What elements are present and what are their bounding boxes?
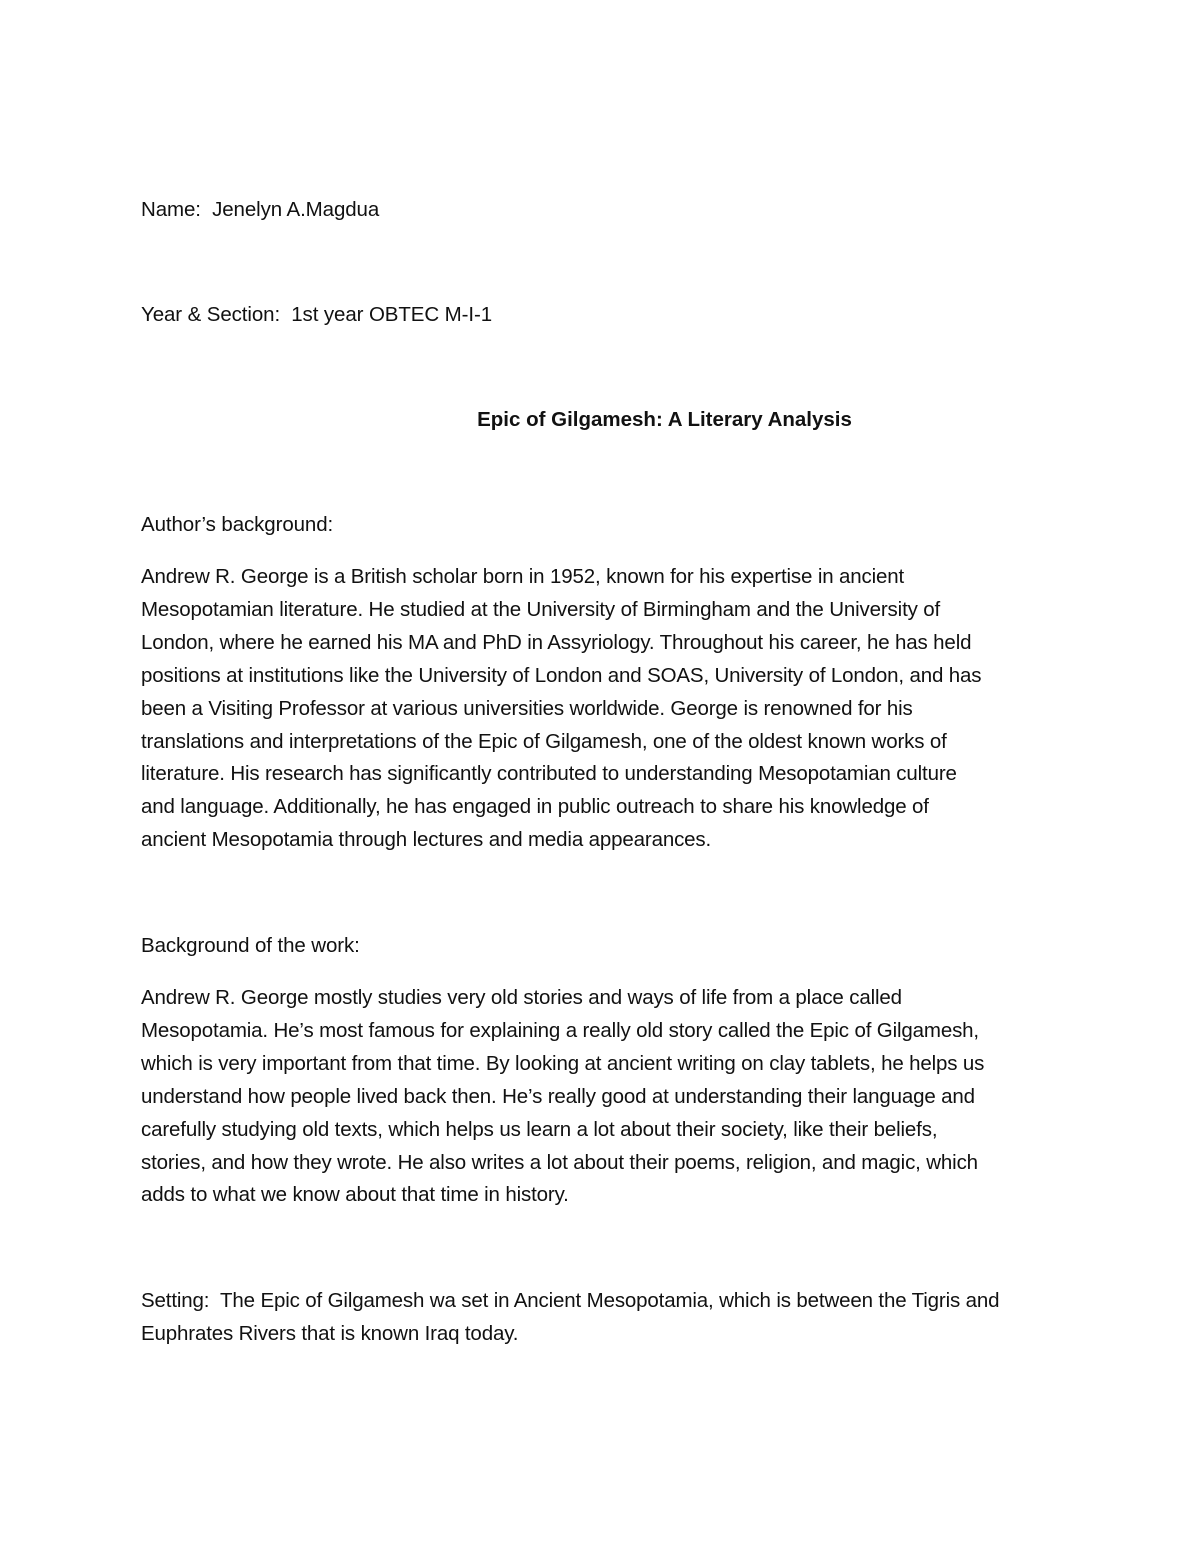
paragraph-line: which is very important from that time. By looking at ancient writing on clay tablets, he helps us: [141, 1051, 985, 1075]
paragraph-line: Mesopotamian literature. He studied at the University of Birmingham and the University of: [141, 597, 941, 621]
paragraph-line: Andrew R. George is a British scholar born in 1952, known for his expertise in ancient: [141, 565, 905, 588]
paragraph-line: Euphrates Rivers that is known Iraq today.: [141, 1321, 519, 1345]
paragraph-line: been a Visiting Professor at various universities worldwide. George is renowned for his: [141, 696, 913, 720]
work-background-paragraph: [141, 982, 1081, 1212]
document-title: Epic of Gilgamesh: A Literary Analysis: [477, 408, 852, 431]
paragraph-line: Mesopotamia. He’s most famous for explaining a really old story called the Epic of Gilgamesh,: [141, 1018, 979, 1042]
paragraph-line: understand how people lived back then. He’s really good at understanding their language and: [141, 1084, 975, 1108]
setting-paragraph: [141, 1285, 1081, 1351]
paragraph-line: Setting: The Epic of Gilgamesh wa set in Ancient Mesopotamia, which is between the Tigris and: [141, 1289, 1000, 1312]
paragraph-line: positions at institutions like the University of London and SOAS, University of London, and has: [141, 663, 982, 687]
paragraph-line: literature. His research has significantly contributed to understanding Mesopotamian culture: [141, 762, 957, 786]
paragraph-line: ancient Mesopotamia through lectures and media appearances.: [141, 828, 712, 852]
paragraph-line: translations and interpretations of the Epic of Gilgamesh, one of the oldest known works of: [141, 729, 947, 753]
paragraph-line: carefully studying old texts, which helps us learn a lot about their society, like their beliefs,: [141, 1117, 938, 1141]
author-background-heading: Author’s background:: [141, 513, 334, 536]
paragraph-line: and language. Additionally, he has engaged in public outreach to share his knowledge of: [141, 795, 929, 819]
paragraph-line: stories, and how they wrote. He also writes a lot about their poems, religion, and magic, which: [141, 1150, 978, 1174]
paragraph-line: Andrew R. George mostly studies very old stories and ways of life from a place called: [141, 986, 902, 1009]
paragraph-line: London, where he earned his MA and PhD in Assyriology. Throughout his career, he has held: [141, 630, 972, 654]
author-background-paragraph: [141, 561, 1081, 857]
work-background-heading: Background of the work:: [141, 934, 360, 957]
student-name: Name: Jenelyn A.Magdua: [141, 198, 380, 221]
year-section: Year & Section: 1st year OBTEC M-I-1: [141, 303, 493, 326]
paragraph-line: adds to what we know about that time in history.: [141, 1183, 569, 1207]
